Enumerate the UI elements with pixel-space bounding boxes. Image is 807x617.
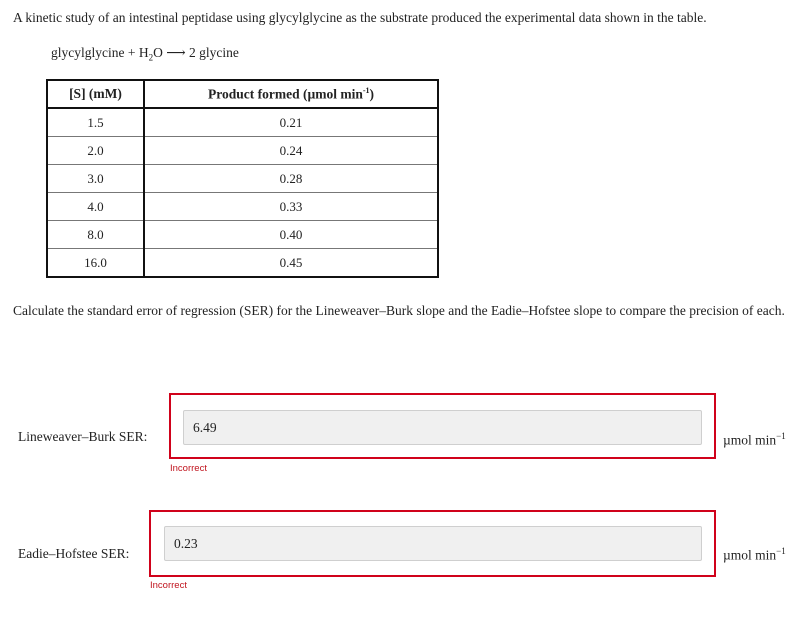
substrate-cell: 8.0 [47, 221, 144, 249]
substrate-cell: 2.0 [47, 137, 144, 165]
eadie-hofstee-feedback: Incorrect [150, 580, 187, 591]
equation-subscript: 2 [148, 52, 154, 63]
table-row [47, 249, 438, 278]
table-row [47, 165, 438, 193]
product-header-sup: -1 [362, 85, 370, 95]
equation-after-sub: O [153, 45, 163, 60]
reaction-equation [51, 45, 239, 63]
substrate-header: [S] (mM) [47, 80, 144, 108]
lineweaver-burk-unit-text: µmol min [723, 432, 777, 448]
product-cell: 0.21 [279, 114, 303, 130]
table-row [47, 137, 438, 165]
product-cell: 0.40 [144, 221, 438, 249]
eadie-hofstee-unit [723, 546, 786, 564]
table-row [47, 221, 438, 249]
product-header-main: Product formed (µmol min [207, 86, 363, 102]
product-cell: 0.45 [144, 249, 438, 278]
product-cell: 0.33 [144, 193, 438, 221]
eadie-hofstee-label: Eadie–Hofstee SER: [18, 546, 130, 561]
substrate-cell: 3.0 [47, 165, 144, 193]
substrate-cell: 16.0 [47, 249, 144, 278]
lineweaver-burk-label: Lineweaver–Burk SER: [18, 429, 148, 444]
substrate-cell: 4.0 [47, 193, 144, 221]
lineweaver-burk-unit-sup: −1 [776, 431, 786, 441]
product-header-close: ) [369, 86, 375, 102]
eadie-hofstee-ser-input[interactable]: 0.23 [164, 526, 702, 561]
reaction-arrow: ⟶ [166, 45, 186, 60]
lineweaver-burk-ser-input[interactable]: 6.49 [183, 410, 702, 445]
eadie-hofstee-unit-text: µmol min [723, 547, 777, 563]
kinetics-data-table [46, 79, 439, 278]
table-row [47, 108, 438, 137]
equation-left: glycylglycine + H [51, 45, 149, 60]
question-text: Calculate the standard error of regression (SER) for the Lineweaver–Burk slope and the Eadie–Hofstee slope to compare the precision of each. [13, 303, 785, 318]
lineweaver-burk-feedback: Incorrect [170, 463, 207, 474]
substrate-cell: 1.5 [47, 108, 144, 137]
table-header-row [47, 80, 438, 108]
lineweaver-burk-unit [723, 431, 786, 449]
problem-intro: A kinetic study of an intestinal peptidase using glycylglycine as the substrate produced the experimental data shown in the table. [13, 10, 707, 25]
eadie-hofstee-unit-sup: −1 [776, 546, 786, 556]
product-header [144, 80, 438, 108]
product-cell: 0.24 [144, 137, 438, 165]
table-row [47, 193, 438, 221]
product-cell: 0.28 [144, 165, 438, 193]
equation-right: 2 glycine [188, 45, 239, 60]
